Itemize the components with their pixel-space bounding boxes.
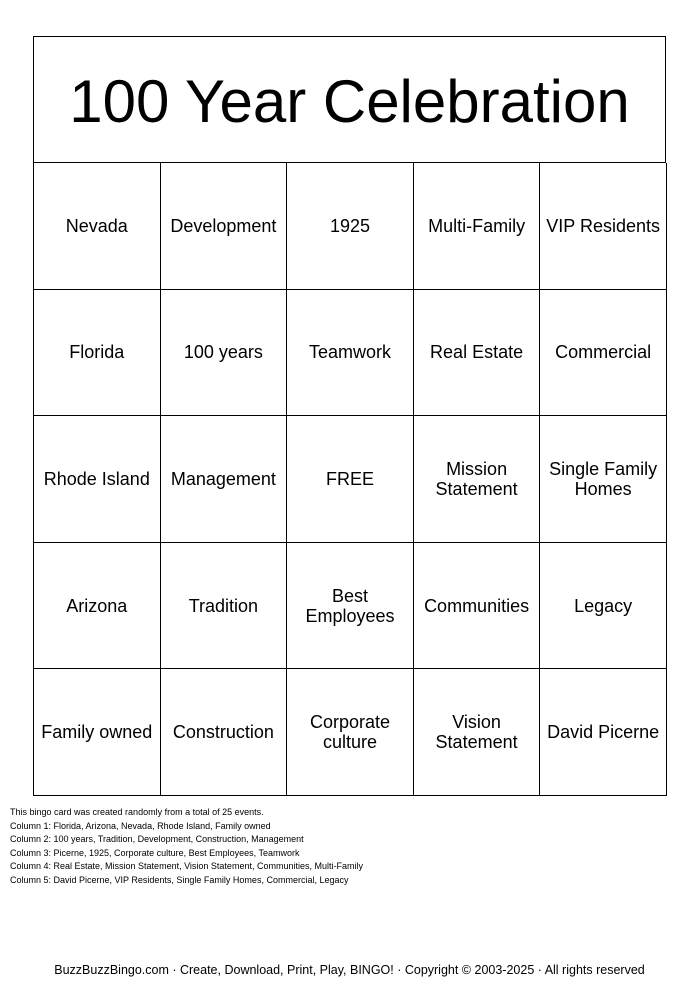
bingo-cell: Arizona — [34, 543, 161, 670]
info-column-list: Column 4: Real Estate, Mission Statement, Vision Statement, Communities, Multi-Family — [10, 861, 363, 871]
bingo-cell: Multi-Family — [414, 163, 541, 290]
free-space-cell: FREE — [287, 416, 414, 543]
bingo-cell: Communities — [414, 543, 541, 670]
bingo-cell: Single Family Homes — [540, 416, 667, 543]
bingo-cell: Commercial — [540, 290, 667, 417]
bingo-cell: Best Employees — [287, 543, 414, 670]
info-column-list: Column 3: Picerne, 1925, Corporate culture, Best Employees, Teamwork — [10, 847, 300, 858]
bingo-cell: Family owned — [34, 669, 161, 796]
bingo-cell: Teamwork — [287, 290, 414, 417]
bingo-cell: 100 years — [161, 290, 288, 417]
bingo-cell: Nevada — [34, 163, 161, 290]
bingo-cell: Mission Statement — [414, 416, 541, 543]
bingo-cell: Rhode Island — [34, 416, 161, 543]
info-summary: This bingo card was created randomly from a total of 25 events. — [10, 807, 264, 817]
bingo-cell: Development — [161, 163, 288, 290]
card-title: 100 Year Celebration — [34, 37, 666, 163]
bingo-cell: Management — [161, 416, 288, 543]
bingo-cell: Construction — [161, 669, 288, 796]
bingo-cell: Corporate culture — [287, 669, 414, 796]
bingo-grid — [34, 163, 666, 796]
bingo-cell: Legacy — [540, 543, 667, 670]
info-column-list: Column 2: 100 years, Tradition, Development, Construction, Management — [10, 834, 304, 844]
bingo-cell: David Picerne — [540, 669, 667, 796]
bingo-cell: 1925 — [287, 163, 414, 290]
bingo-card — [33, 36, 666, 796]
card-info — [10, 806, 363, 887]
footer-text: BuzzBuzzBingo.com · Create, Download, Print, Play, BINGO! · Copyright © 2003-2025 · All rights reserved — [54, 963, 645, 977]
bingo-cell: VIP Residents — [540, 163, 667, 290]
info-column-list: Column 1: Florida, Arizona, Nevada, Rhode Island, Family owned — [10, 820, 271, 831]
bingo-cell: Real Estate — [414, 290, 541, 417]
info-column-list: Column 5: David Picerne, VIP Residents, Single Family Homes, Commercial, Legacy — [10, 874, 349, 885]
bingo-cell: Tradition — [161, 543, 288, 670]
bingo-cell: Vision Statement — [414, 669, 541, 796]
bingo-cell: Florida — [34, 290, 161, 417]
